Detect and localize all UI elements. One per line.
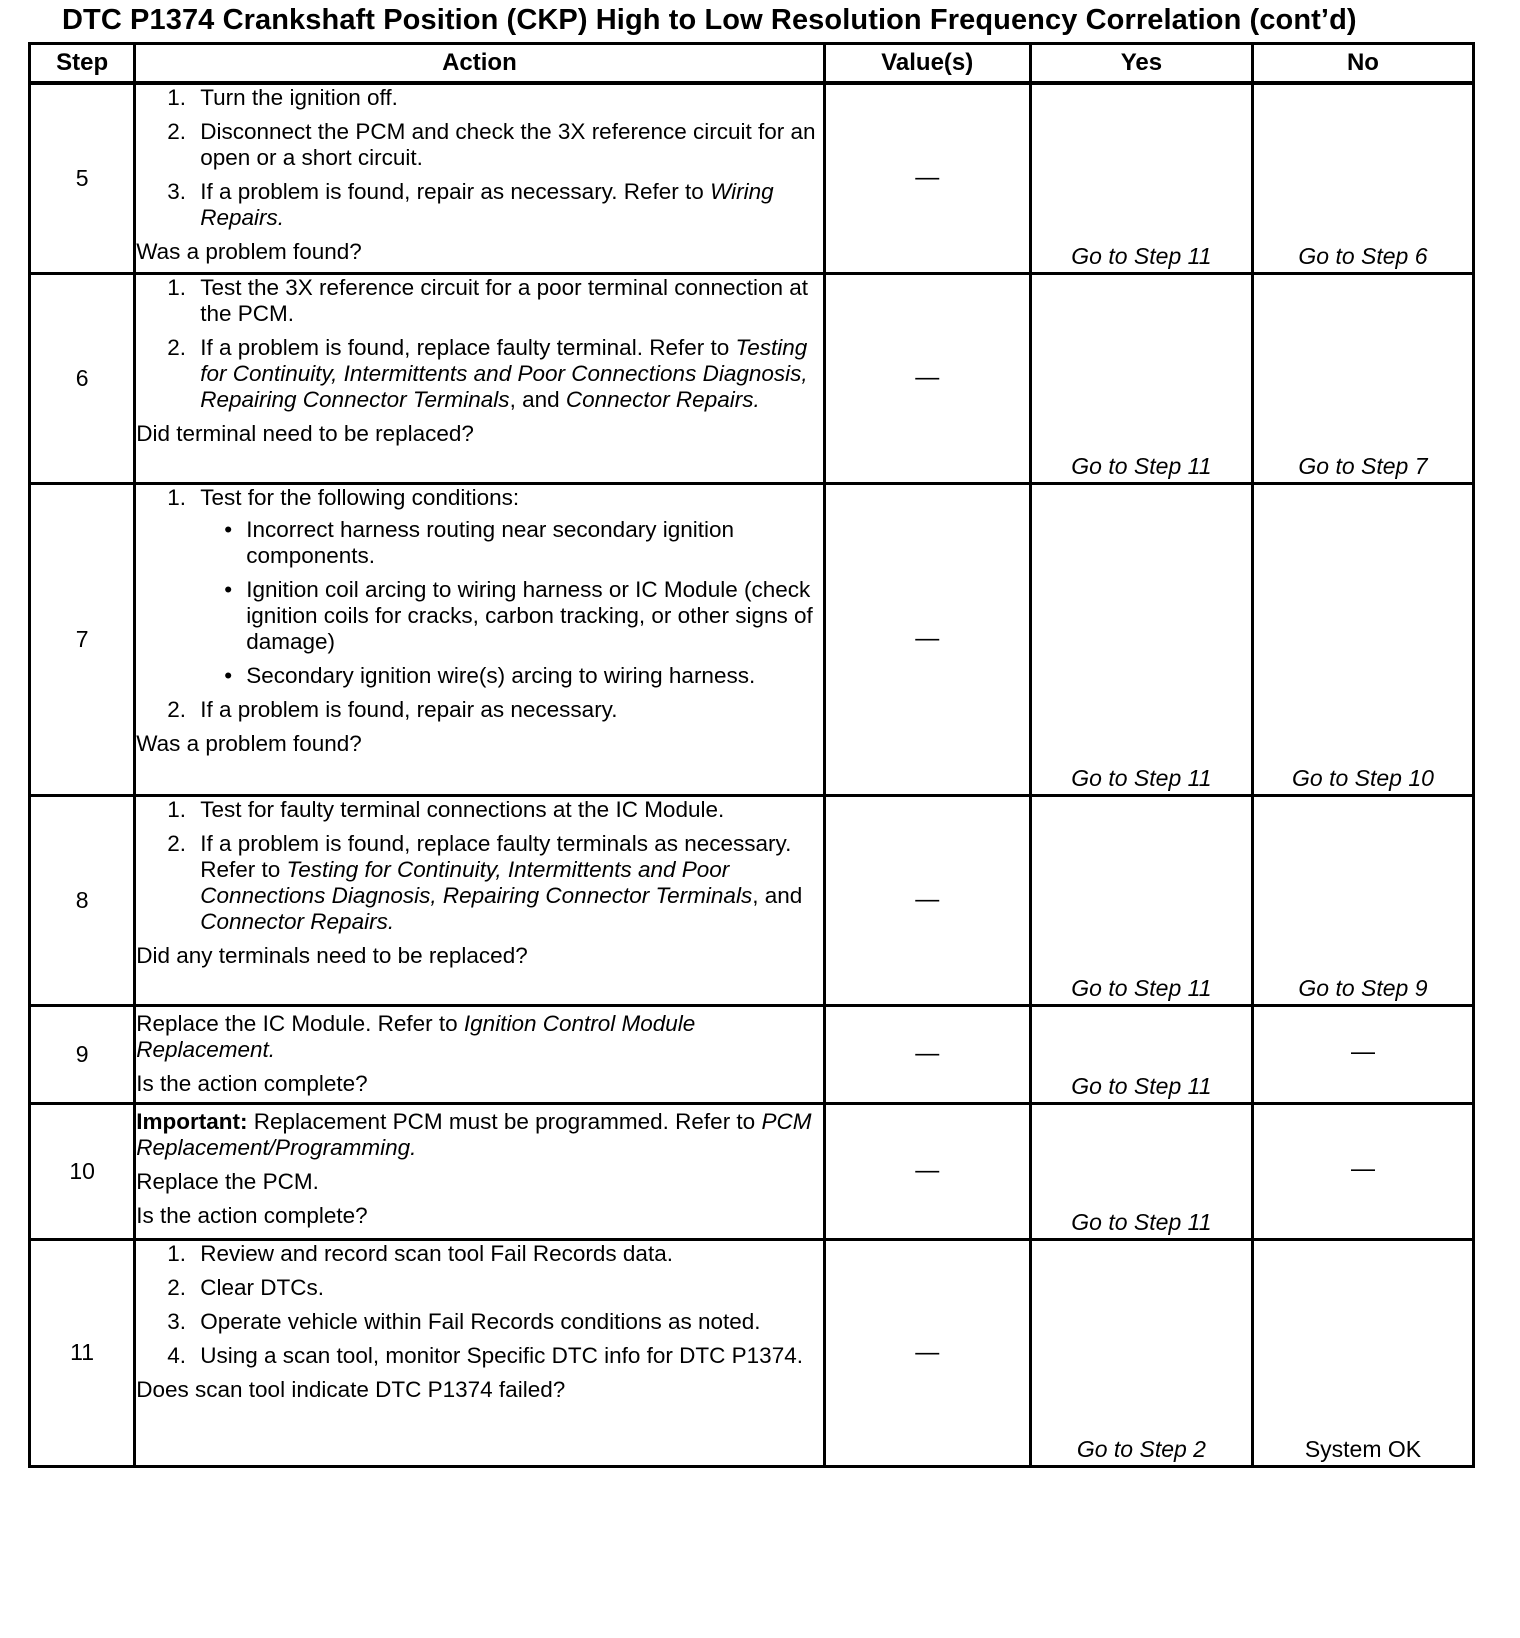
no-cell: [1252, 1005, 1473, 1103]
important-label: Important:: [136, 1108, 248, 1134]
reference-link: Connector Repairs.: [200, 908, 395, 934]
step-number: 11: [30, 1239, 135, 1466]
yes-result: Go to Step 11: [1071, 764, 1212, 791]
action-item: 1. Test the 3X reference circuit for a poor terminal connection at the PCM.: [192, 275, 822, 327]
step-number: 8: [30, 795, 135, 1005]
value-cell: —: [824, 483, 1030, 795]
yes-result: Go to Step 11: [1071, 242, 1212, 269]
action-item: 2. If a problem is found, replace faulty terminals as necessary. Refer to Testing for Continuity, Intermittents and Poor Connections Diagnosis, Repairing Connector Terminals, and Connector Repairs.: [192, 831, 822, 935]
action-item: 1. Turn the ignition off.: [192, 85, 822, 111]
no-cell: [1252, 1239, 1473, 1466]
bullet-item: • Ignition coil arcing to wiring harness or IC Module (check ignition coils for cracks, carbon tracking, or other signs of damage): [224, 577, 822, 655]
yes-cell: [1030, 1239, 1252, 1466]
action-item: 3. If a problem is found, repair as necessary. Refer to Wiring Repairs.: [192, 179, 822, 231]
header-row: [30, 44, 1474, 84]
step-question: Does scan tool indicate DTC P1374 failed?: [136, 1376, 566, 1402]
action-item: 4. Using a scan tool, monitor Specific DTC info for DTC P1374.: [192, 1343, 822, 1369]
yes-result: Go to Step 11: [1071, 1072, 1212, 1099]
action-item: 3. Operate vehicle within Fail Records conditions as noted.: [192, 1309, 822, 1335]
diagnostic-table: [28, 42, 1475, 1468]
no-result: —: [1350, 1155, 1375, 1183]
step-number: 10: [30, 1103, 135, 1239]
step-action: [135, 83, 824, 273]
action-text: Replace the PCM.: [136, 1168, 319, 1194]
action-item: 2. If a problem is found, repair as necessary.: [192, 697, 822, 723]
table-row: [30, 483, 1474, 795]
step-question: Was a problem found?: [136, 239, 362, 264]
reference-link: PCM Replacement/Programming.: [136, 1108, 812, 1160]
step-question: Is the action complete?: [136, 1202, 368, 1228]
value-cell: —: [824, 1005, 1030, 1103]
table-row: [30, 1005, 1474, 1103]
step-action: [135, 1103, 824, 1239]
bullet-item: • Incorrect harness routing near secondary ignition components.: [224, 517, 822, 569]
yes-result: Go to Step 11: [1071, 974, 1212, 1001]
no-cell: [1252, 83, 1473, 273]
step-number: 6: [30, 273, 135, 483]
action-item: 2. If a problem is found, replace faulty terminal. Refer to Testing for Continuity, Intermittents and Poor Connections Diagnosis, Repairing Connector Terminals, and Connector Repairs.: [192, 335, 822, 413]
step-action: [135, 1005, 824, 1103]
value-cell: —: [824, 83, 1030, 273]
action-item: 1. Test for faulty terminal connections at the IC Module.: [192, 797, 822, 823]
step-action: [135, 1239, 824, 1466]
table-row: [30, 273, 1474, 483]
no-result: System OK: [1304, 1435, 1422, 1462]
no-cell: [1252, 1103, 1473, 1239]
step-number: 5: [30, 83, 135, 273]
no-result: Go to Step 6: [1298, 242, 1428, 269]
table-row: [30, 1103, 1474, 1239]
reference-link: Connector Repairs.: [565, 386, 760, 412]
action-text: Replace the IC Module. Refer to Ignition Control Module Replacement.: [136, 1010, 696, 1062]
header-step: Step: [30, 44, 135, 84]
table-row: [30, 795, 1474, 1005]
value-cell: —: [824, 1239, 1030, 1466]
step-question: Was a problem found?: [136, 730, 362, 756]
yes-cell: [1030, 83, 1252, 273]
yes-result: Go to Step 11: [1071, 452, 1212, 479]
action-item: 1. Test for the following conditions: • Incorrect harness routing near secondary ignition components. • Ignition coil arcing to wiring harness or IC Module (check ignition coils for cracks, carbon tracking, or other signs of damage) • Secondary ignition wire(s) arcing to wiring harness.: [192, 485, 822, 689]
value-cell: —: [824, 795, 1030, 1005]
yes-result: Go to Step 11: [1071, 1208, 1212, 1235]
no-cell: [1252, 273, 1473, 483]
yes-cell: [1030, 483, 1252, 795]
step-action: [135, 795, 824, 1005]
header-values: Value(s): [824, 44, 1030, 84]
table-row: [30, 83, 1474, 273]
step-action: [135, 483, 824, 795]
no-cell: [1252, 795, 1473, 1005]
no-cell: [1252, 483, 1473, 795]
header-action: Action: [135, 44, 824, 84]
table-row: [30, 1239, 1474, 1466]
no-result: Go to Step 10: [1292, 764, 1434, 791]
yes-cell: [1030, 795, 1252, 1005]
step-question: Did any terminals need to be replaced?: [136, 942, 528, 968]
header-no: No: [1252, 44, 1473, 84]
page-title: DTC P1374 Crankshaft Position (CKP) High to Low Resolution Frequency Correlation (cont’d): [62, 4, 1357, 36]
step-action: [135, 273, 824, 483]
value-cell: —: [824, 1103, 1030, 1239]
important-note: Important: Replacement PCM must be programmed. Refer to PCM Replacement/Programming.: [136, 1108, 812, 1160]
header-yes: Yes: [1030, 44, 1252, 84]
yes-cell: [1030, 273, 1252, 483]
yes-result: Go to Step 2: [1076, 1435, 1206, 1462]
yes-cell: [1030, 1005, 1252, 1103]
no-result: Go to Step 7: [1298, 452, 1428, 479]
reference-link: Wiring Repairs.: [200, 179, 774, 230]
reference-link: Ignition Control Module Replacement.: [136, 1010, 696, 1062]
no-result: Go to Step 9: [1298, 974, 1428, 1001]
action-item: 2. Disconnect the PCM and check the 3X reference circuit for an open or a short circuit.: [192, 119, 822, 171]
step-question: Did terminal need to be replaced?: [136, 420, 474, 446]
step-number: 7: [30, 483, 135, 795]
no-result: —: [1350, 1038, 1375, 1066]
bullet-item: • Secondary ignition wire(s) arcing to wiring harness.: [224, 663, 822, 689]
value-cell: —: [824, 273, 1030, 483]
step-question: Is the action complete?: [136, 1070, 368, 1096]
reference-link: Testing for Continuity, Intermittents and Poor Connections Diagnosis, Repairing Connector Terminals: [200, 856, 753, 908]
action-item: 1. Review and record scan tool Fail Records data.: [192, 1241, 822, 1267]
step-number: 9: [30, 1005, 135, 1103]
action-item: 2. Clear DTCs.: [192, 1275, 822, 1301]
yes-cell: [1030, 1103, 1252, 1239]
reference-link: Testing for Continuity, Intermittents and Poor Connections Diagnosis, Repairing Connector Terminals: [200, 334, 808, 412]
